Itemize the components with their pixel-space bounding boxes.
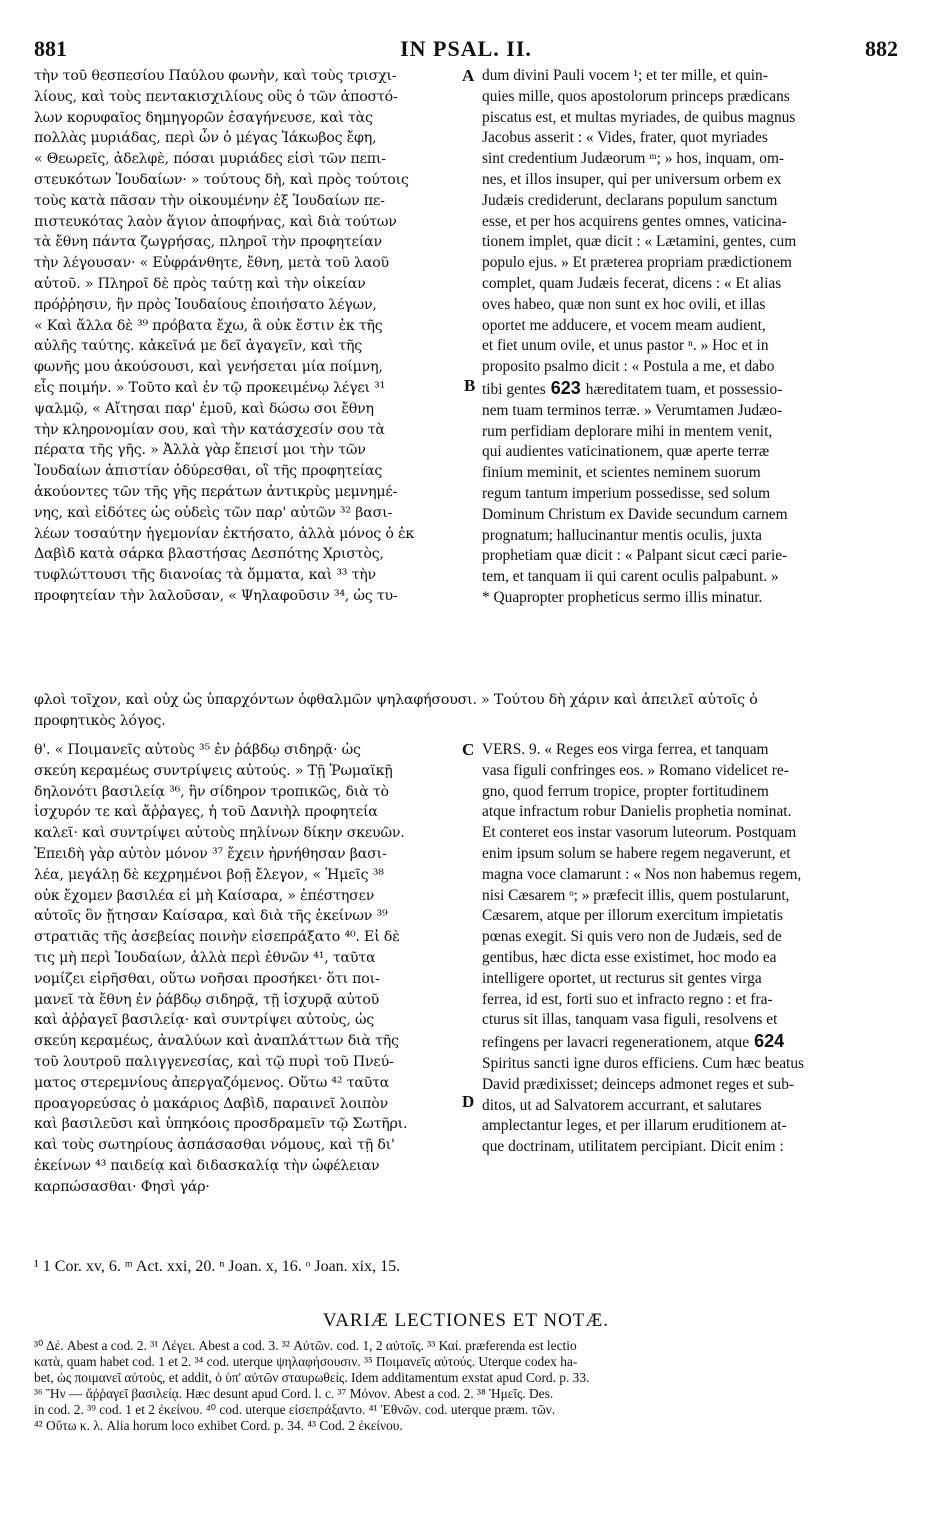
- latin-text-line: gno, quod ferrum tropice, propter fortitudinem: [482, 782, 769, 800]
- greek-text-line: Ἐπειδὴ γὰρ αὐτὸν μόνον ³⁷ ἔχειν ἠρνήθησαν βασι-: [34, 845, 387, 862]
- latin-text-line: VERS. 9. « Reges eos virga ferrea, et tanquam: [482, 741, 769, 758]
- greek-text-line: φλοὶ τοῖχον, καὶ οὐχ ὡς ὑπαρχόντων ὀφθαλμῶν ψηλαφήσουσι. » Τούτου δὴ χάριν καὶ ἀπειλεῖ αὐτοῖς ὁ: [34, 692, 758, 708]
- greek-text-line: καρπώσασθαι· Φησὶ γάρ·: [34, 1178, 210, 1195]
- latin-text-line: populo ejus. » Et præterea propriam prædictionem: [482, 254, 792, 272]
- greek-text-line: λέων τοσαύτην ἡγεμονίαν ἐκτήσατο, ἀλλὰ μόνος ὁ ἐκ: [34, 525, 415, 542]
- latin-text-line: oportet me adducere, et vocem meam audient,: [482, 316, 766, 334]
- greek-text-line: καὶ τοὺς σωτηρίους ἀσπάσασθαι νόμους, καὶ τῇ δι': [34, 1137, 395, 1154]
- latin-text-line: et fiet unum ovile, et unus pastor ⁿ. » Hoc et in: [482, 337, 769, 355]
- latin-text-line: * Quapropter propheticus sermo illis minatur.: [482, 588, 763, 606]
- greek-text-line: καλεῖ· καὶ συντρίψει αὐτοὺς πηλίνων δίκην σκευῶν.: [34, 825, 405, 842]
- greek-text-line: μανεῖ τὰ ἔθνη ἐν ῥάβδῳ σιδηρᾷ, τῇ ἰσχυρᾷ αὐτοῦ: [34, 991, 380, 1008]
- latin-text-line: Jacobus asserit : « Vides, frater, quot myriades: [482, 129, 768, 147]
- latin-text-line: pœnas exegit. Si quis vero non de Judæis, sed de: [482, 928, 782, 946]
- latin-text-line: qui audientes vaticinationem, quæ aperte terræ: [482, 443, 770, 461]
- greek-text-line: ματος στερεμνίους ἀπεργαζόμενος. Οὕτω ⁴² ταῦτα: [34, 1074, 390, 1091]
- greek-text-line: εἷς ποιμήν. » Τοῦτο καὶ ἐν τῷ προκειμένῳ λέγει ³¹: [34, 379, 386, 396]
- greek-text-line: πρόῤῥησιν, ἣν πρὸς Ἰουδαίους ἐποιήσατο λέγων,: [34, 296, 377, 313]
- notes-title: VARIÆ LECTIONES ET NOTÆ.: [322, 1310, 610, 1331]
- greek-text-line: ἰσχυρόν τε καὶ ἄῤῥαγες, ἡ τοῦ Δανιὴλ προφητεία: [34, 804, 378, 821]
- greek-text-line: τυφλώττουσι τῆς διανοίας τὰ ὄμματα, καὶ ³³ τὴν: [34, 567, 376, 584]
- latin-text-line: enim ipsum solum se habere regem negaverunt, et: [482, 844, 791, 862]
- greek-text-line: τις μὴ περὶ Ἰουδαίων, ἀλλὰ περὶ ἐθνῶν ⁴¹, ταῦτα: [34, 949, 376, 966]
- margin-letter-c: C: [462, 740, 475, 759]
- latin-text-line: vasa figuli confringes eos. » Romano videlicet re-: [482, 761, 789, 779]
- greek-text-line: οὐκ ἔχομεν βασιλέα εἰ μὴ Καίσαρα, » ἐπέστησεν: [34, 887, 375, 904]
- greek-text-line: ἀκούοντες τῶν τῆς γῆς περάτων ἀντικρὺς μεμνημέ-: [34, 483, 398, 500]
- latin-text-line: cturus sit illas, tanquam vasa figuli, resolvens et: [482, 1011, 778, 1029]
- latin-text-line: amplectantur leges, et per illarum eruditionem at-: [482, 1117, 787, 1135]
- note-line: κατὰ, quam habet cod. 1 et 2. ³⁴ cod. uterque ψηλαφήσουσιν. ³⁵ Ποιμανεῖς αὐτούς. Uterque codex ha-: [34, 1354, 578, 1369]
- margin-letter-a: A: [462, 66, 475, 85]
- greek-text-line: τοὺς κατὰ πᾶσαν τὴν οἰκουμένην ἐξ Ἰουδαίων πε-: [34, 192, 385, 209]
- greek-text-line: « Θεωρεῖς, ἀδελφὲ, πόσαι μυριάδες εἰσὶ τῶν πεπι-: [34, 151, 386, 168]
- greek-text-line: αὐτοῦ. » Πληροῖ δὲ πρὸς ταύτῃ καὶ τὴν οἰκείαν: [34, 275, 366, 292]
- latin-text-line: Cæsarem, atque per illorum exercitum impietatis: [482, 907, 783, 925]
- greek-text-line: φωνῆς μου ἀκούσουσι, καὶ γενήσεται μία ποίμνη,: [34, 359, 383, 376]
- note-line: ³⁶ Ἣν — ἄῤῥαγεῖ βασιλείᾳ. Hæc desunt apud Cord. l. c. ³⁷ Μόνον. Abest a cod. 2. ³⁸ Ἡμεῖς. Des.: [34, 1386, 554, 1401]
- latin-text-line: complet, quam Judæis fecerat, dicens : « Et alias: [482, 274, 782, 292]
- note-line: bet, ὡς ποιμανεῖ αὐτοὺς, et addit, ὁ ὑπ' αὐτῶν σταυρωθείς. Idem additamentum exstat apud Cord. p. 33.: [34, 1370, 590, 1385]
- greek-text-line: λων κορυφαῖος δημηγορῶν ἐσαγήνευσε, καὶ τὰς: [34, 109, 373, 126]
- greek-text-line: ἐκείνων ⁴³ παιδείᾳ καὶ διδασκαλίᾳ τὴν ὠφέλειαν: [34, 1157, 380, 1174]
- running-title: IN PSAL. II.: [400, 36, 532, 61]
- greek-text-line: σκεύη κεραμέως, ἀναλύων καὶ ἀναπλάττων διὰ τῆς: [34, 1033, 399, 1050]
- page-mark-623: 623: [545, 377, 586, 398]
- greek-text-line: αὐλῆς ταύτης. κἀκεῖνά με δεῖ ἀγαγεῖν, καὶ τῆς: [34, 338, 363, 355]
- page-mark-624: 624: [749, 1031, 785, 1052]
- greek-text-line: δηλονότι βασιλείᾳ ³⁶, ἣν σίδηρον τροπικῶς, διὰ τὸ: [34, 783, 389, 800]
- latin-text-line: rum perfidiam deplorare mihi in mentem venit,: [482, 422, 773, 440]
- greek-text-line: στρατιᾶς τῆς ἀσεβείας ποινὴν εἰσεπράξατο ⁴⁰. Εἰ δὲ: [34, 929, 400, 946]
- footnote-references: ¹ 1 Cor. xv, 6. ᵐ Act. xxi, 20. ⁿ Joan. x, 16. ᵒ Joan. xix, 15.: [34, 1258, 401, 1275]
- latin-text-line: Judæis crediderunt, declarans populum sanctum: [482, 191, 778, 209]
- latin-text-line: regum tantum imperium possedisse, sed solum: [482, 484, 771, 502]
- greek-text-line: προφητικὸς λόγος.: [34, 712, 166, 729]
- greek-text-line: λίους, καὶ τοὺς πεντακισχιλίους οὓς ὁ τῶν ἀποστό-: [34, 88, 398, 105]
- greek-text-line: πολλὰς μυριάδας, περὶ ὧν ὁ μέγας Ἰάκωβος ἔφη,: [34, 130, 377, 147]
- greek-text-line: Ἰουδαίων ἀπιστίαν ὀδύρεσθαι, οἳ τῆς προφητείας: [34, 463, 383, 480]
- latin-text-line: nes, et illos insuper, qui per universum orbem ex: [482, 170, 782, 188]
- latin-text-line: David prædixisset; deinceps admonet reges et sub-: [482, 1075, 795, 1093]
- note-line: in cod. 2. ³⁹ cod. 1 et 2 ἐκείνου. ⁴⁰ cod. uterque εἰσεπράξαντο. ⁴¹ Ἐθνῶν. cod. uterque præm. τῶν.: [34, 1402, 556, 1417]
- greek-text-line: ψαλμῷ, « Αἴτησαι παρ' ἐμοῦ, καὶ δώσω σοι ἔθνη: [34, 400, 374, 417]
- latin-text-line: que doctrinam, utilitatem percipiant. Dicit enim :: [482, 1138, 784, 1156]
- greek-text-line: θ'. « Ποιμανεῖς αὐτοὺς ³⁵ ἐν ῥάβδῳ σιδηρᾷ· ὡς: [34, 742, 361, 758]
- greek-text-line: πιστευκότας λαὸν ἅγιον ἀποφήνας, καὶ διὰ τούτων: [34, 213, 397, 230]
- latin-text-line: piscatus est, et multas myriades, de quibus magnus: [482, 108, 796, 126]
- margin-letter-b: B: [464, 376, 476, 395]
- greek-text-line: τὴν λέγουσαν· « Εὐφράνθητε, ἔθνη, μετὰ τοῦ λαοῦ: [34, 255, 389, 272]
- latin-text-line: prognatum; hallucinantur mentis oculis, juxta: [482, 526, 762, 544]
- latin-text-line: Dominum Christum ex Davide secundum carnem: [482, 505, 788, 523]
- latin-text-line: tem, et tanquam ii qui carent oculis palpabunt. »: [482, 568, 779, 586]
- greek-text-line: καὶ βασιλεῦσι καὶ ὑπηκόοις προσδραμεῖν τῷ Σωτῆρι.: [34, 1116, 408, 1133]
- latin-text-line: proposito psalmo dicit : « Postula a me, et dabo: [482, 358, 775, 376]
- greek-text-line: προφητείαν τὴν λαλοῦσαν, « Ψηλαφοῦσιν ³⁴, ὡς τυ-: [34, 587, 398, 604]
- left-page-number: 881: [34, 36, 67, 61]
- greek-text-line: λέα, μεγάλῃ δὲ κεχρημένοι βοῇ ἔλεγον, « Ἡμεῖς ³⁸: [34, 866, 384, 883]
- latin-text-line: sint credentium Judæorum ᵐ; » hos, inquam, om-: [482, 150, 785, 168]
- latin-text-line: magna voce clamarunt : « Nos non habemus regem,: [482, 865, 802, 883]
- greek-text-line: προαγορεύσας ὁ μακάριος Δαβὶδ, παραινεῖ λοιπὸν: [34, 1095, 389, 1112]
- greek-text-line: πέρατα τῆς γῆς. » Ἀλλὰ γὰρ ἔπεισί μοι τὴν τῶν: [34, 442, 366, 459]
- greek-text-line: τὴν τοῦ θεσπεσίου Παύλου φωνὴν, καὶ τοὺς τρισχι-: [34, 68, 397, 84]
- right-page-number: 882: [865, 36, 898, 61]
- latin-text-line: quies mille, quos apostolorum princeps prædicans: [482, 87, 790, 105]
- greek-text-line: « Καὶ ἄλλα δὲ ³⁹ πρόβατα ἔχω, ἃ οὐκ ἔστιν ἐκ τῆς: [34, 317, 383, 334]
- latin-text-line: Spiritus sancti igne duros efficiens. Cum hæc beatus: [482, 1054, 805, 1072]
- latin-column-bottom: [482, 740, 896, 1158]
- greek-column-top: [34, 66, 458, 607]
- latin-text-line: nisi Cæsarem ᵒ; » præfecit illis, quem postularunt,: [482, 886, 790, 904]
- latin-text-line: prophetiam quæ dicit : « Palpant sicut cæci parie-: [482, 547, 788, 565]
- latin-text-line: intelligere oportet, ut recturus sit gentes virga: [482, 969, 762, 987]
- latin-text-line: gentibus, hæc dicta esse existimet, hoc modo ea: [482, 948, 777, 966]
- greek-text-line: καὶ ἀῤῥαγεῖ βασιλείᾳ· καὶ συντρίψει αὐτοὺς, ὡς: [34, 1012, 375, 1029]
- latin-text-line: esse, et per hos acquirens gentes omnes, vaticina-: [482, 212, 787, 230]
- variant-readings: [34, 1338, 898, 1434]
- latin-text-line: refingens per lavacri regenerationem, atque 624: [482, 1031, 785, 1052]
- greek-text-line: σκεύη κεραμέως συντρίψεις αὐτούς. » Τῇ Ῥωμαϊκῇ: [34, 762, 393, 779]
- greek-text-line: τοῦ λουτροῦ παλιγγενεσίας, καὶ τῷ πυρὶ τοῦ Πνεύ-: [34, 1053, 394, 1070]
- latin-text-line: ferrea, id est, forti suo et infracto regno : et fra-: [482, 990, 773, 1008]
- latin-text-line: dum divini Pauli vocem ¹; et ter mille, et quin-: [482, 67, 768, 84]
- latin-column-top: [482, 66, 896, 609]
- latin-text-line: oves habeo, quæ non sunt ex hoc ovili, et illas: [482, 295, 766, 313]
- margin-letter-d: D: [462, 1092, 475, 1111]
- greek-text-line: στευκότων Ἰουδαίων· » τούτους δὴ, καὶ πρὸς τούτοις: [34, 171, 409, 188]
- latin-text-line: ditos, ut ad Salvatorem accurrant, et salutares: [482, 1096, 762, 1114]
- latin-text-line: atque infractum robur Danielis prophetia nominat.: [482, 803, 792, 821]
- latin-text-line: tibi gentes 623 hæreditatem tuam, et possessio-: [482, 377, 783, 398]
- running-header: [34, 36, 898, 62]
- greek-text-line: αὐτοῖς ὃν ᾔτησαν Καίσαρα, καὶ διὰ τῆς ἐκείνων ³⁹: [34, 908, 388, 925]
- greek-text-line: τὴν κληρονομίαν σου, καὶ τὴν κατάσχεσίν σου τὰ: [34, 421, 385, 438]
- greek-text-line: τὰ ἔθνη πάντα ζωγρήσας, πληροῖ τὴν προφητείαν: [34, 234, 382, 251]
- latin-text-line: nem tuam terminos terræ. » Verumtamen Judæo-: [482, 401, 783, 419]
- note-line: ³⁰ Δέ. Abest a cod. 2. ³¹ Λέγει. Abest a cod. 3. ³² Αὐτῶν. cod. 1, 2 αὐτοῖς. ³³ Καί. præferenda est lectio: [34, 1338, 577, 1353]
- latin-text-line: tionem implet, quæ dicit : « Lætamini, gentes, cum: [482, 233, 797, 251]
- greek-text-line: νης, καὶ εἰδότες ὡς οὐδεὶς τῶν παρ' αὐτῶν ³² βασι-: [34, 504, 393, 521]
- latin-text-line: finium meminit, et scientes neminem suorum: [482, 464, 761, 482]
- latin-text-line: Et conteret eos instar vasorum luteorum. Postquam: [482, 824, 797, 842]
- greek-full-width: [34, 690, 898, 732]
- greek-text-line: νομίζει εἰρῆσθαι, οὕτω νοῆσαι προσήκει· ὅτι ποι-: [34, 970, 380, 987]
- greek-column-bottom: [34, 740, 458, 1198]
- note-line: ⁴² Οὕτω κ. λ. Alia horum loco exhibet Cord. p. 34. ⁴³ Cod. 2 ἐκείνου.: [34, 1418, 403, 1433]
- greek-text-line: Δαβὶδ κατὰ σάρκα βλαστήσας Δεσπότης Χριστὸς,: [34, 546, 384, 563]
